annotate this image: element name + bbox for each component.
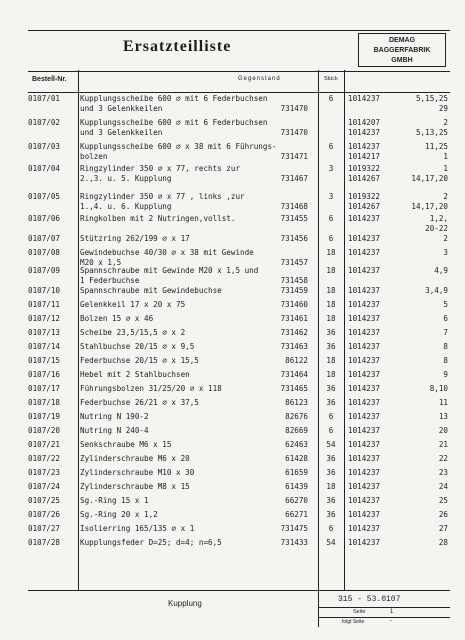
quantity: 18 — [326, 482, 336, 491]
column-bestell: Bestell-Nr. — [32, 76, 67, 83]
order-number: 0107/13 — [28, 328, 61, 337]
description-line-2: 2.,3. u. 5. Kupplung — [80, 174, 172, 183]
position-numbers: 4,9 — [434, 266, 448, 275]
position-numbers: 1,2, — [429, 214, 448, 223]
quantity: 18 — [326, 314, 336, 323]
quantity: 3 — [328, 192, 334, 201]
part-number: 61428 — [285, 454, 308, 463]
position-numbers: 20 — [438, 426, 448, 435]
order-number: 0107/15 — [28, 356, 61, 365]
description: Kupplungsscheibe 600 ∅ mit 6 Federbuchsen — [80, 118, 268, 127]
order-number: 0107/20 — [28, 426, 61, 435]
description: Nutring N 240-4 — [80, 426, 149, 435]
order-number: 0107/06 — [28, 214, 61, 223]
position-numbers-2: 1 — [443, 152, 448, 161]
order-number: 0107/04 — [28, 164, 61, 173]
position-numbers: 24 — [438, 482, 448, 491]
position-numbers-2: 29 — [438, 104, 448, 113]
position-numbers: 8 — [443, 342, 448, 351]
part-number: 731455 — [280, 214, 308, 223]
brand-line-1: DEMAG — [388, 37, 416, 44]
quantity: 36 — [326, 342, 336, 351]
description-line-2: bolzen — [80, 152, 108, 161]
drawing-reference: 1014237 — [348, 496, 381, 505]
order-number: 0107/16 — [28, 370, 61, 379]
order-number: 0107/07 — [28, 234, 61, 243]
footer-number: 315 - 53.0107 — [338, 595, 401, 604]
position-numbers: 25 — [438, 496, 448, 505]
drawing-reference: 1014237 — [348, 398, 381, 407]
description: Isolierring 165/135 ∅ x 1 — [80, 524, 195, 533]
part-number: 731470 — [280, 104, 308, 113]
brand-line-3: GMBH — [391, 57, 413, 64]
part-number: 82676 — [285, 412, 308, 421]
quantity: 18 — [326, 356, 336, 365]
seite-label: Seite — [353, 609, 366, 615]
order-number: 0107/27 — [28, 524, 61, 533]
drawing-reference: 1014237 — [348, 384, 381, 393]
position-numbers: 3,4,9 — [425, 286, 448, 295]
quantity: 36 — [326, 510, 336, 519]
part-number: 731456 — [280, 234, 308, 243]
order-number: 0107/10 — [28, 286, 61, 295]
part-number: 61439 — [285, 482, 308, 491]
description: Stahlbuchse 20/15 ∅ x 9,5 — [80, 342, 195, 351]
order-number: 0107/09 — [28, 266, 61, 275]
drawing-reference: 1014237 — [348, 412, 381, 421]
drawing-reference-2: 1014217 — [348, 152, 381, 161]
quantity: 36 — [326, 468, 336, 477]
description: Ringzylinder 350 ∅ x 77 , links ,zur — [80, 192, 245, 201]
description: Senkschraube M6 x 15 — [80, 440, 172, 449]
drawing-reference: 1019322 — [348, 164, 381, 173]
quantity: 36 — [326, 384, 336, 393]
order-number: 0107/22 — [28, 454, 61, 463]
order-number: 0107/11 — [28, 300, 61, 309]
drawing-reference: 1014237 — [348, 314, 381, 323]
quantity: 6 — [328, 234, 334, 243]
footer-divider — [318, 591, 319, 627]
part-number: 731463 — [280, 342, 308, 351]
order-number: 0107/05 — [28, 192, 61, 201]
drawing-reference: 1014237 — [348, 328, 381, 337]
drawing-reference: 1014237 — [348, 356, 381, 365]
quantity: 36 — [326, 328, 336, 337]
description: Zylinderschraube M10 x 30 — [80, 468, 195, 477]
drawing-reference: 1014237 — [348, 524, 381, 533]
description: Ringzylinder 350 ∅ x 77, rechts zur — [80, 164, 241, 173]
quantity: 36 — [326, 496, 336, 505]
description-line-2: 1 Federbuchse — [80, 276, 140, 285]
description: Nutring N 190-2 — [80, 412, 149, 421]
part-number: 66271 — [285, 510, 308, 519]
description: Kupplungsscheibe 600 ∅ mit 6 Federbuchsen — [80, 94, 268, 103]
drawing-reference-2: 1014267 — [348, 174, 381, 183]
order-number: 0107/26 — [28, 510, 61, 519]
position-numbers: 2 — [443, 192, 448, 201]
part-number: 62463 — [285, 440, 308, 449]
brand-line-2: BAGGERFABRIK — [373, 47, 431, 54]
quantity: 54 — [326, 538, 336, 547]
position-numbers: 27 — [438, 524, 448, 533]
divider-3 — [344, 70, 345, 590]
header-bar — [28, 30, 450, 72]
description: Spannschraube mit Gewindebuchse — [80, 286, 222, 295]
order-number: 0107/18 — [28, 398, 61, 407]
position-numbers: 22 — [438, 454, 448, 463]
description: Gelenkkeil 17 x 20 x 75 — [80, 300, 186, 309]
quantity: 6 — [328, 412, 334, 421]
part-number: 86123 — [285, 398, 308, 407]
description: Hebel mit 2 Stahlbuchsen — [80, 370, 190, 379]
drawing-reference: 1014237 — [348, 94, 381, 103]
order-number: 0107/01 — [28, 94, 61, 103]
position-numbers: 8 — [443, 356, 448, 365]
part-number: 82669 — [285, 426, 308, 435]
quantity: 18 — [326, 286, 336, 295]
description: Sg.-Ring 20 x 1,2 — [80, 510, 158, 519]
drawing-reference: 1014237 — [348, 440, 381, 449]
part-number: 731433 — [280, 538, 308, 547]
quantity: 6 — [328, 142, 334, 151]
order-number: 0107/19 — [28, 412, 61, 421]
position-numbers: 9 — [443, 370, 448, 379]
quantity: 18 — [326, 248, 336, 257]
parts-list-sheet — [28, 22, 450, 626]
quantity: 6 — [328, 426, 334, 435]
position-numbers: 2 — [443, 118, 448, 127]
drawing-reference: 1014237 — [348, 286, 381, 295]
order-number: 0107/08 — [28, 248, 61, 257]
drawing-reference: 1014237 — [348, 538, 381, 547]
order-number: 0107/17 — [28, 384, 61, 393]
footer-block — [28, 590, 450, 627]
drawing-reference: 1014237 — [348, 482, 381, 491]
description: Führungsbolzen 31/25/20 ∅ x 118 — [80, 384, 222, 393]
part-number: 731459 — [280, 286, 308, 295]
seite-value: 1 — [390, 609, 394, 615]
part-number: 731464 — [280, 370, 308, 379]
position-numbers: 11 — [438, 398, 448, 407]
description-line-2: M20 x 1,5 — [80, 258, 122, 267]
position-numbers: 2 — [443, 234, 448, 243]
description: Federbuchse 26/21 ∅ x 37,5 — [80, 398, 199, 407]
drawing-reference: 1014237 — [348, 454, 381, 463]
position-numbers: 6 — [443, 314, 448, 323]
column-gegenstand: Gegenstand — [238, 76, 281, 82]
drawing-reference: 1014237 — [348, 214, 381, 223]
part-number: 731458 — [280, 276, 308, 285]
quantity: 3 — [328, 164, 334, 173]
folgt-value: - — [390, 618, 392, 624]
position-numbers-2: 5,13,25 — [415, 128, 448, 137]
drawing-reference: 1014237 — [348, 234, 381, 243]
order-number: 0107/25 — [28, 496, 61, 505]
position-numbers: 11,25 — [425, 142, 448, 151]
drawing-reference: 1014237 — [348, 468, 381, 477]
description-line-2: und 3 Gelenkkeilen — [80, 128, 163, 137]
drawing-reference-2: 1014237 — [348, 128, 381, 137]
divider-2 — [318, 70, 319, 590]
drawing-reference: 1014237 — [348, 266, 381, 275]
divider-1 — [78, 70, 79, 590]
page-title: Ersatzteilliste — [123, 38, 232, 55]
position-numbers: 23 — [438, 468, 448, 477]
part-number: 731468 — [280, 202, 308, 211]
position-numbers-2: 14,17,20 — [411, 202, 448, 211]
quantity: 54 — [326, 440, 336, 449]
description: Sg.-Ring 15 x 1 — [80, 496, 149, 505]
position-numbers: 8,10 — [429, 384, 448, 393]
part-number: 66270 — [285, 496, 308, 505]
footer-line-2 — [318, 617, 450, 618]
quantity: 18 — [326, 370, 336, 379]
description: Ringkolben mit 2 Nutringen,vollst. — [80, 214, 236, 223]
drawing-reference: 1014207 — [348, 118, 381, 127]
order-number: 0107/12 — [28, 314, 61, 323]
order-number: 0107/21 — [28, 440, 61, 449]
drawing-reference-2: 1014267 — [348, 202, 381, 211]
part-number: 731457 — [280, 258, 308, 267]
order-number: 0107/24 — [28, 482, 61, 491]
description: Zylinderschraube M6 x 20 — [80, 454, 190, 463]
drawing-reference: 1014237 — [348, 300, 381, 309]
order-number: 0107/23 — [28, 468, 61, 477]
position-numbers: 1 — [443, 164, 448, 173]
description: Spannschraube mit Gewinde M20 x 1,5 und — [80, 266, 259, 275]
description: Federbuchse 20/15 ∅ x 15,5 — [80, 356, 199, 365]
position-numbers-2: 14,17,20 — [411, 174, 448, 183]
order-number: 0107/14 — [28, 342, 61, 351]
footer-line-1 — [318, 607, 450, 608]
position-numbers: 5 — [443, 300, 448, 309]
description: Stützring 262/199 ∅ x 17 — [80, 234, 190, 243]
company-box — [358, 33, 446, 67]
quantity: 18 — [326, 266, 336, 275]
description: Kupplungsfeder D=25; d=4; n=6,5 — [80, 538, 222, 547]
footer-name: Kupplung — [168, 599, 202, 608]
description-line-2: und 3 Gelenkkeilen — [80, 104, 163, 113]
part-number: 731462 — [280, 328, 308, 337]
drawing-reference: 1019322 — [348, 192, 381, 201]
description: Gewindebuchse 40/30 ∅ x 38 mit Gewinde — [80, 248, 254, 257]
position-numbers: 26 — [438, 510, 448, 519]
description-line-2: 1.,4. u. 6. Kupplung — [80, 202, 172, 211]
quantity: 36 — [326, 398, 336, 407]
position-numbers: 13 — [438, 412, 448, 421]
quantity: 6 — [328, 94, 334, 103]
part-number: 731461 — [280, 314, 308, 323]
position-numbers: 5,15,25 — [415, 94, 448, 103]
order-number: 0107/28 — [28, 538, 61, 547]
drawing-reference: 1014237 — [348, 510, 381, 519]
description: Kupplungsscheibe 600 ∅ x 38 mit 6 Führungs- — [80, 142, 277, 151]
part-number: 731460 — [280, 300, 308, 309]
column-header — [28, 70, 450, 93]
position-numbers: 21 — [438, 440, 448, 449]
part-number: 731475 — [280, 524, 308, 533]
order-number: 0107/02 — [28, 118, 61, 127]
quantity: 36 — [326, 454, 336, 463]
quantity: 6 — [328, 524, 334, 533]
drawing-reference: 1014237 — [348, 426, 381, 435]
description: Zylinderschraube M8 x 15 — [80, 482, 190, 491]
drawing-reference: 1014237 — [348, 142, 381, 151]
drawing-reference: 1014237 — [348, 248, 381, 257]
position-numbers: 28 — [438, 538, 448, 547]
position-numbers: 3 — [443, 248, 448, 257]
quantity: 18 — [326, 300, 336, 309]
part-number: 731465 — [280, 384, 308, 393]
part-number: 86122 — [285, 356, 308, 365]
drawing-reference: 1014237 — [348, 342, 381, 351]
order-number: 0107/03 — [28, 142, 61, 151]
position-numbers-2: 20-22 — [425, 224, 448, 233]
description: Bolzen 15 ∅ x 46 — [80, 314, 154, 323]
part-number: 61659 — [285, 468, 308, 477]
quantity: 6 — [328, 214, 334, 223]
column-stueck: Stück — [324, 76, 338, 82]
drawing-reference: 1014237 — [348, 370, 381, 379]
part-number: 731470 — [280, 128, 308, 137]
description: Scheibe 23,5/15,5 ∅ x 2 — [80, 328, 186, 337]
part-number: 731467 — [280, 174, 308, 183]
folgt-label: folgt Seite — [342, 619, 365, 625]
part-number: 731471 — [280, 152, 308, 161]
position-numbers: 7 — [443, 328, 448, 337]
